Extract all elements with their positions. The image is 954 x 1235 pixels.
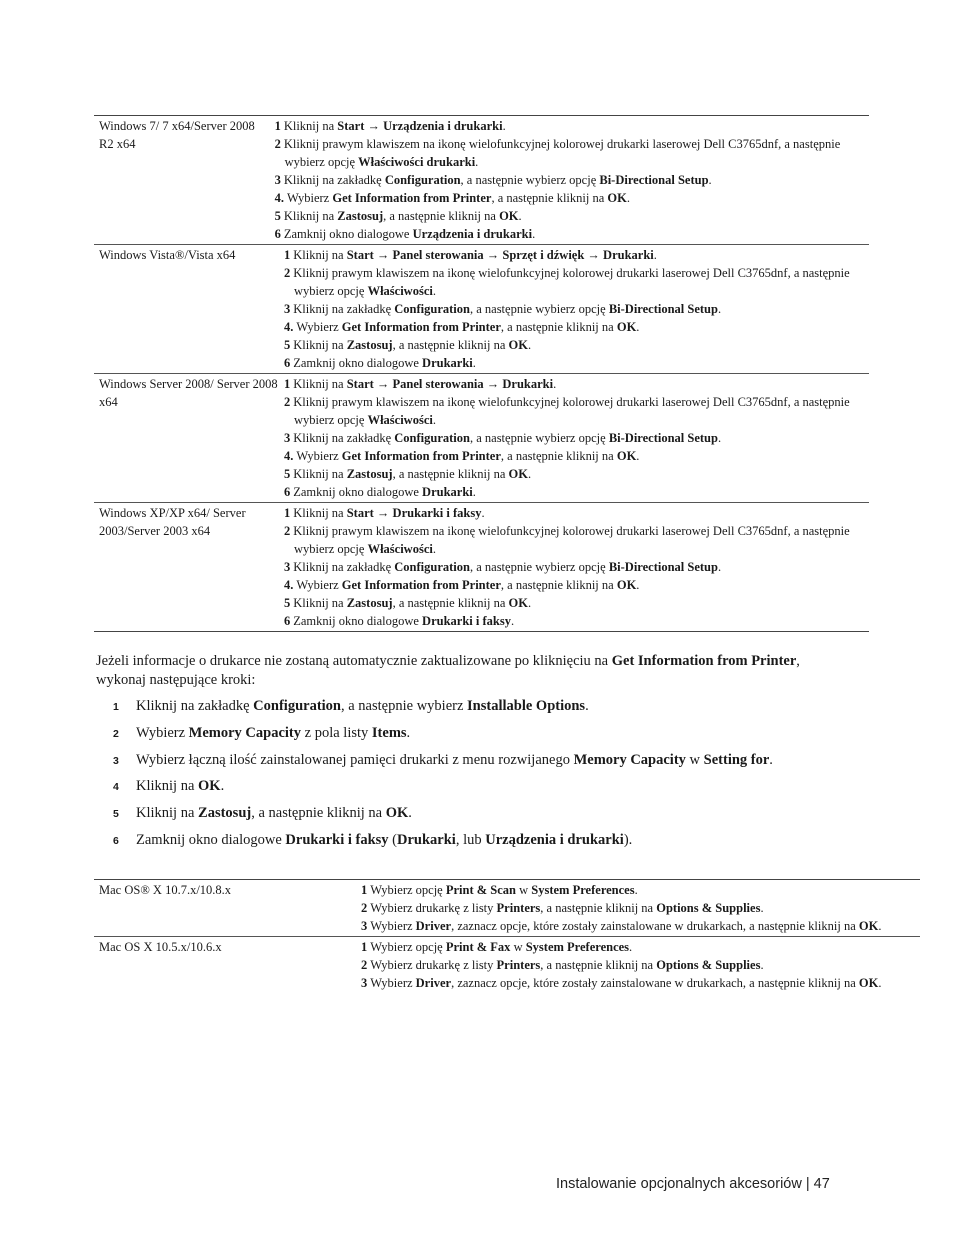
text: . — [760, 958, 764, 972]
bold-text: Memory Capacity — [188, 724, 302, 741]
list-number: 5 — [113, 808, 119, 821]
list-text — [136, 832, 632, 849]
text: Kliknij na — [136, 778, 199, 795]
text: , a następnie wybierz — [341, 698, 468, 714]
text: . — [636, 320, 640, 334]
bold-text: OK — [385, 805, 409, 822]
text: , a następnie kliknij na — [383, 209, 500, 223]
list-number: 6 — [113, 834, 119, 847]
list-item — [96, 805, 896, 832]
list-item — [96, 778, 896, 805]
list-number: 2 — [113, 727, 119, 740]
bold-text: Drukarki — [422, 356, 473, 370]
bold-text: Drukarki i faksy — [285, 831, 389, 848]
steps-list — [361, 937, 905, 993]
text: . — [510, 614, 515, 628]
text: . — [518, 209, 522, 223]
steps-list — [284, 245, 869, 373]
step-item — [284, 375, 865, 393]
table-row — [94, 936, 920, 993]
step-item — [284, 300, 865, 318]
step-number: 6 — [274, 227, 281, 241]
steps-list — [284, 374, 869, 502]
step-number: 3 — [284, 302, 291, 316]
text: Wybierz drukarkę z listy — [370, 958, 497, 972]
text: z pola listy — [301, 724, 372, 741]
text: . — [432, 542, 436, 556]
table-row — [94, 244, 869, 373]
text: . — [636, 449, 640, 463]
list-item — [96, 752, 896, 779]
step-number: 5 — [274, 209, 281, 223]
step-item — [275, 135, 865, 171]
table-row — [94, 880, 920, 936]
page-footer: Instalowanie opcjonalnych akcesoriów | 47 — [556, 1176, 830, 1192]
text: . — [475, 155, 479, 169]
bold-text: Zastosuj — [337, 209, 384, 223]
text: , a następnie kliknij na — [491, 191, 608, 205]
step-number: 2 — [284, 266, 291, 280]
step-item — [284, 393, 865, 429]
step-number: 6 — [284, 485, 291, 499]
windows-instructions-table — [94, 115, 869, 632]
bold-text: Bi-Directional Setup — [608, 431, 718, 445]
text: , a następnie kliknij na — [540, 958, 657, 972]
step-number: 3 — [274, 173, 281, 187]
text: Kliknij na — [293, 338, 347, 352]
text: Kliknij na zakładkę — [283, 173, 385, 187]
bold-text: OK — [858, 919, 879, 933]
step-item — [284, 594, 865, 612]
text: Wybierz — [370, 919, 416, 933]
step-number: 1 — [361, 883, 368, 897]
step-item — [275, 171, 865, 189]
bold-text: OK — [616, 320, 637, 334]
bold-text: OK — [607, 191, 627, 205]
bold-text: Memory Capacity — [573, 751, 686, 768]
bold-text: OK — [508, 467, 528, 481]
bold-text: Start → Drukarki i faksy — [346, 506, 482, 520]
bold-text: OK — [198, 778, 221, 795]
intro-paragraph — [96, 652, 836, 690]
bold-text: Start → Panel sterowania → Sprzęt i dźwięk → Drukarki — [346, 248, 654, 262]
text: . — [432, 284, 436, 298]
text: . — [472, 485, 476, 499]
text: ). — [623, 831, 633, 848]
bold-text: Setting for — [703, 751, 770, 768]
text: Wybierz — [370, 976, 416, 990]
step-item — [284, 264, 865, 300]
step-number: 2 — [361, 901, 368, 915]
bold-text: Printers — [496, 901, 541, 915]
text: , a następnie kliknij na — [540, 901, 657, 915]
text: . — [629, 940, 633, 954]
text: ( — [388, 831, 398, 848]
bold-text: Start — [337, 119, 365, 133]
text: Zamknij okno dialogowe — [293, 614, 423, 628]
table-row — [94, 502, 869, 631]
bold-text: OK — [858, 976, 879, 990]
text: , zaznacz opcje, które zostały zainstalowane w drukarkach, a następnie kliknij na — [451, 919, 859, 933]
text: Wybierz — [296, 449, 342, 463]
text: Kliknij prawym klawiszem na ikonę wielofunkcyjnej kolorowej drukarki laserowej Dell C3765dnf, a następnie wybierz opcję — [293, 395, 850, 427]
step-item — [361, 899, 901, 917]
bold-text: OK — [616, 578, 637, 592]
text: . — [472, 356, 476, 370]
step-item — [284, 558, 865, 576]
text: Kliknij na — [293, 506, 347, 520]
os-name: Windows XP/XP x64/ Server 2003/Server 2003 x64 — [99, 506, 246, 538]
text: , a następnie kliknij na — [500, 320, 617, 334]
text: . — [220, 778, 225, 795]
text: w — [510, 940, 526, 954]
text: Wybierz łączną ilość zainstalowanej pamięci drukarki z menu rozwijanego — [136, 751, 574, 768]
os-name: Windows Vista®/Vista x64 — [99, 248, 236, 262]
bold-text: Configuration — [394, 560, 470, 574]
bold-text: Urządzenia i drukarki — [383, 119, 503, 133]
bold-text: Bi-Directional Setup — [608, 302, 718, 316]
text: Zamknij okno dialogowe — [136, 831, 286, 848]
list-item — [96, 725, 896, 752]
numbered-steps — [96, 698, 896, 859]
bold-text: Właściwości — [367, 413, 433, 427]
table-row — [94, 373, 869, 502]
bold-text: Get Information from Printer — [611, 653, 797, 669]
bold-text: Urządzenia i drukarki — [412, 227, 533, 241]
mac-instructions-table — [94, 879, 920, 993]
text: . — [532, 227, 536, 241]
text: . — [636, 578, 640, 592]
bold-text: Driver — [415, 919, 452, 933]
step-item — [284, 576, 865, 594]
step-item — [275, 225, 865, 243]
text: . — [878, 976, 882, 990]
steps-list — [361, 880, 905, 936]
step-item — [284, 522, 865, 558]
step-number: 1 — [284, 377, 291, 391]
step-item — [284, 447, 865, 465]
list-number: 1 — [113, 701, 119, 713]
step-number: 6 — [284, 356, 291, 370]
bold-text: Właściwości drukarki — [358, 155, 476, 169]
text: , a następnie wybierz opcję — [469, 302, 609, 316]
text: . — [717, 431, 722, 445]
text: . — [717, 560, 722, 574]
bold-text: Configuration — [384, 173, 461, 187]
text: . — [760, 901, 764, 915]
text: . — [769, 751, 773, 768]
bold-text: Bi-Directional Setup — [608, 560, 718, 574]
bold-text: Zastosuj — [346, 467, 393, 481]
step-item — [275, 207, 865, 225]
text: Kliknij na — [136, 805, 199, 822]
step-number: 2 — [284, 524, 291, 538]
text: Wybierz opcję — [370, 883, 446, 897]
bold-text: Urządzenia i drukarki — [485, 831, 624, 848]
list-number: 3 — [113, 754, 119, 767]
text: , a następnie kliknij na — [392, 338, 509, 352]
bold-text: Start → Panel sterowania → Drukarki — [346, 377, 554, 391]
text: . — [408, 805, 412, 822]
step-number: 2 — [361, 958, 368, 972]
step-number: 4. — [284, 578, 294, 592]
text: , a następnie wybierz opcję — [469, 560, 609, 574]
step-number: 5 — [284, 467, 291, 481]
text: Kliknij na zakładkę — [136, 698, 254, 714]
step-item — [284, 318, 865, 336]
text: , a następnie kliknij na — [392, 467, 509, 481]
text: Kliknij na zakładkę — [293, 560, 395, 574]
step-number: 3 — [361, 919, 368, 933]
step-number: 4. — [274, 191, 284, 205]
steps-list — [284, 503, 869, 631]
text: . — [585, 698, 589, 714]
step-item — [284, 483, 865, 501]
text: Wybierz — [136, 724, 189, 741]
text: Wybierz — [286, 191, 333, 205]
bold-text: Zastosuj — [198, 805, 252, 822]
step-item — [275, 117, 865, 135]
bold-text: Zastosuj — [346, 338, 393, 352]
bold-text: Bi-Directional Setup — [599, 173, 709, 187]
text: . — [553, 377, 557, 391]
text: . — [878, 919, 882, 933]
text: Kliknij na zakładkę — [293, 431, 395, 445]
text: . — [502, 119, 506, 133]
text: Kliknij prawym klawiszem na ikonę wielofunkcyjnej kolorowej drukarki laserowej Dell C3765dnf, a następnie wybierz opcję — [293, 524, 850, 556]
text: . — [432, 413, 436, 427]
bold-text: Configuration — [394, 302, 470, 316]
list-text — [136, 698, 589, 715]
step-item — [284, 336, 865, 354]
text: , a następnie wybierz opcję — [469, 431, 609, 445]
text: . — [406, 724, 411, 741]
os-name: Windows Server 2008/ Server 2008 x64 — [99, 377, 278, 409]
bold-text: Print & Fax — [445, 940, 511, 954]
bold-text: Printers — [496, 958, 541, 972]
text: Kliknij na zakładkę — [293, 302, 395, 316]
step-number: 3 — [284, 560, 291, 574]
bold-text: Get Information from Printer — [341, 449, 501, 463]
text: , zaznacz opcje, które zostały zainstalowane w drukarkach, a następnie kliknij na — [451, 976, 859, 990]
text: , a następnie kliknij na — [500, 578, 617, 592]
text: → — [364, 119, 384, 133]
text: Wybierz drukarkę z listy — [370, 901, 497, 915]
text: . — [481, 506, 485, 520]
text: , wykonaj następujące kroki: — [96, 653, 800, 688]
list-text — [136, 725, 410, 742]
bold-text: OK — [499, 209, 519, 223]
text: Kliknij na — [293, 596, 347, 610]
bold-text: Drukarki — [397, 831, 456, 848]
os-name: Mac OS® X 10.7.x/10.8.x — [99, 883, 232, 897]
step-number: 1 — [361, 940, 368, 954]
text: w — [516, 883, 532, 897]
text: Jeżeli informacje o drukarce nie zostaną automatycznie zaktualizowane po kliknięciu na — [96, 653, 612, 669]
bold-text: Items — [371, 724, 407, 741]
bold-text: Drukarki — [422, 485, 473, 499]
step-number: 1 — [274, 119, 281, 133]
text: . — [717, 302, 722, 316]
text: Wybierz — [296, 320, 342, 334]
step-number: 6 — [284, 614, 291, 628]
step-number: 2 — [274, 137, 281, 151]
step-item — [284, 612, 865, 630]
step-item — [361, 956, 901, 974]
bold-text: OK — [508, 596, 528, 610]
text: . — [626, 191, 630, 205]
text: Wybierz opcję — [370, 940, 446, 954]
bold-text: System Preferences — [531, 883, 635, 897]
os-name: Windows 7/ 7 x64/Server 2008 R2 x64 — [99, 119, 255, 151]
step-number: 4. — [284, 449, 294, 463]
text: . — [527, 596, 532, 610]
os-name: Mac OS X 10.5.x/10.6.x — [99, 940, 222, 954]
text: . — [527, 467, 532, 481]
list-text — [136, 778, 224, 795]
step-number: 3 — [284, 431, 291, 445]
table-row — [94, 116, 869, 244]
bold-text: Print & Scan — [445, 883, 516, 897]
bold-text: Drukarki i faksy — [422, 614, 511, 628]
text: Kliknij na — [293, 377, 347, 391]
step-number: 2 — [284, 395, 291, 409]
list-item — [96, 832, 896, 859]
text: , a następnie kliknij na — [392, 596, 509, 610]
text: , a następnie kliknij na — [251, 805, 386, 822]
steps-list — [275, 116, 869, 244]
step-item — [361, 938, 901, 956]
list-text — [136, 805, 412, 822]
text: Zamknij okno dialogowe — [293, 485, 423, 499]
step-item — [275, 189, 865, 207]
bold-text: Installable Options — [467, 698, 586, 714]
text: Kliknij prawym klawiszem na ikonę wielofunkcyjnej kolorowej drukarki laserowej Dell C3765dnf, a następnie wybierz opcję — [293, 266, 850, 298]
step-number: 4. — [284, 320, 294, 334]
bold-text: OK — [616, 449, 637, 463]
text: Zamknij okno dialogowe — [293, 356, 423, 370]
text: . — [527, 338, 532, 352]
text: . — [634, 883, 638, 897]
text: Zamknij okno dialogowe — [283, 227, 413, 241]
text: Kliknij na — [283, 209, 338, 223]
step-item — [284, 246, 865, 264]
step-number: 1 — [284, 506, 291, 520]
step-item — [284, 354, 865, 372]
step-item — [284, 465, 865, 483]
bold-text: Configuration — [253, 698, 341, 714]
text: . — [708, 173, 712, 187]
bold-text: System Preferences — [525, 940, 630, 954]
list-text — [136, 752, 773, 769]
step-number: 1 — [284, 248, 291, 262]
bold-text: OK — [508, 338, 528, 352]
bold-text: Configuration — [394, 431, 470, 445]
text: . — [653, 248, 657, 262]
bold-text: Get Information from Printer — [341, 320, 501, 334]
text: Kliknij na — [293, 248, 347, 262]
text: , a następnie kliknij na — [500, 449, 617, 463]
step-number: 5 — [284, 338, 291, 352]
step-item — [361, 881, 901, 899]
list-item — [96, 698, 896, 725]
bold-text: Zastosuj — [346, 596, 393, 610]
text: , lub — [455, 831, 486, 848]
bold-text: Get Information from Printer — [341, 578, 501, 592]
text: Kliknij na — [283, 119, 338, 133]
bold-text: Driver — [415, 976, 452, 990]
step-item — [361, 974, 901, 992]
bold-text: Właściwości — [367, 284, 433, 298]
bold-text: Właściwości — [367, 542, 433, 556]
text: w — [685, 751, 704, 768]
step-number: 5 — [284, 596, 291, 610]
bold-text: Options & Supplies — [656, 901, 761, 915]
bold-text: Options & Supplies — [656, 958, 761, 972]
text: , a następnie wybierz opcję — [460, 173, 600, 187]
text: Kliknij na — [293, 467, 347, 481]
step-item — [361, 917, 901, 935]
step-item — [284, 504, 865, 522]
text: Kliknij prawym klawiszem na ikonę wielofunkcyjnej kolorowej drukarki laserowej Dell C3765dnf, a następnie wybierz opcję — [283, 137, 841, 169]
step-item — [284, 429, 865, 447]
list-number: 4 — [113, 781, 119, 794]
bold-text: Get Information from Printer — [332, 191, 492, 205]
step-number: 3 — [361, 976, 368, 990]
text: Wybierz — [296, 578, 342, 592]
